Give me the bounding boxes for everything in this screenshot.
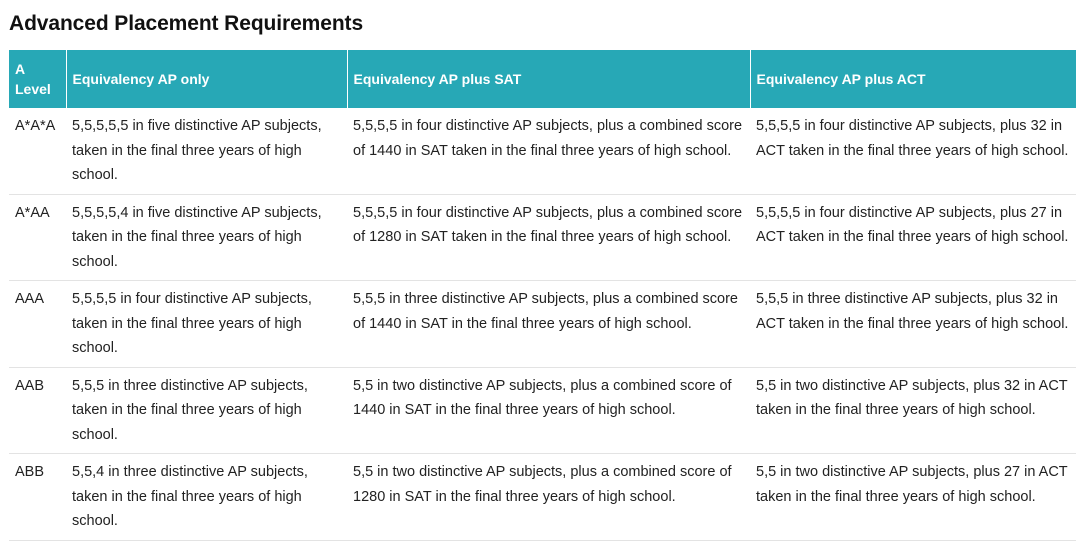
header-row — [9, 50, 1076, 108]
table-row — [9, 281, 1076, 368]
page-title: Advanced Placement Requirements — [9, 12, 364, 35]
table-body — [9, 108, 1076, 540]
header-ap-sat: Equivalency AP plus SAT — [347, 50, 750, 108]
cell-a-level: AAA — [9, 281, 66, 368]
cell-ap-sat: 5,5,5,5 in four distinctive AP subjects, plus a combined score of 1440 in SAT taken in the final three years of high school. — [347, 108, 750, 194]
cell-ap-sat: 5,5 in two distinctive AP subjects, plus a combined score of 1280 in SAT in the final three years of high school. — [347, 454, 750, 541]
header-a-level: A Level — [9, 50, 66, 108]
cell-a-level: ABB — [9, 454, 66, 541]
table-header — [9, 50, 1076, 108]
requirements-table — [9, 50, 1076, 541]
cell-ap-sat: 5,5,5,5 in four distinctive AP subjects, plus a combined score of 1280 in SAT taken in the final three years of high school. — [347, 194, 750, 281]
cell-ap-act: 5,5,5 in three distinctive AP subjects, plus 32 in ACT taken in the final three years of high school. — [750, 281, 1076, 368]
cell-ap-only: 5,5,5,5 in four distinctive AP subjects, taken in the final three years of high school. — [66, 281, 347, 368]
cell-ap-sat: 5,5 in two distinctive AP subjects, plus a combined score of 1440 in SAT in the final three years of high school. — [347, 367, 750, 454]
cell-ap-act: 5,5,5,5 in four distinctive AP subjects, plus 27 in ACT taken in the final three years of high school. — [750, 194, 1076, 281]
cell-a-level: AAB — [9, 367, 66, 454]
table-row — [9, 108, 1076, 194]
table-row — [9, 194, 1076, 281]
header-ap-only: Equivalency AP only — [66, 50, 347, 108]
cell-ap-only: 5,5,5,5,5 in five distinctive AP subjects, taken in the final three years of high school. — [66, 108, 347, 194]
cell-ap-act: 5,5 in two distinctive AP subjects, plus 27 in ACT taken in the final three years of high school. — [750, 454, 1076, 541]
header-ap-act: Equivalency AP plus ACT — [750, 50, 1076, 108]
table-row — [9, 367, 1076, 454]
cell-ap-sat: 5,5,5 in three distinctive AP subjects, plus a combined score of 1440 in SAT in the final three years of high school. — [347, 281, 750, 368]
cell-ap-act: 5,5 in two distinctive AP subjects, plus 32 in ACT taken in the final three years of high school. — [750, 367, 1076, 454]
cell-a-level: A*AA — [9, 194, 66, 281]
table-row — [9, 454, 1076, 541]
cell-ap-only: 5,5,5 in three distinctive AP subjects, taken in the final three years of high school. — [66, 367, 347, 454]
cell-ap-only: 5,5,5,5,4 in five distinctive AP subjects, taken in the final three years of high school. — [66, 194, 347, 281]
cell-ap-act: 5,5,5,5 in four distinctive AP subjects, plus 32 in ACT taken in the final three years of high school. — [750, 108, 1076, 194]
cell-ap-only: 5,5,4 in three distinctive AP subjects, taken in the final three years of high school. — [66, 454, 347, 541]
cell-a-level: A*A*A — [9, 108, 66, 194]
